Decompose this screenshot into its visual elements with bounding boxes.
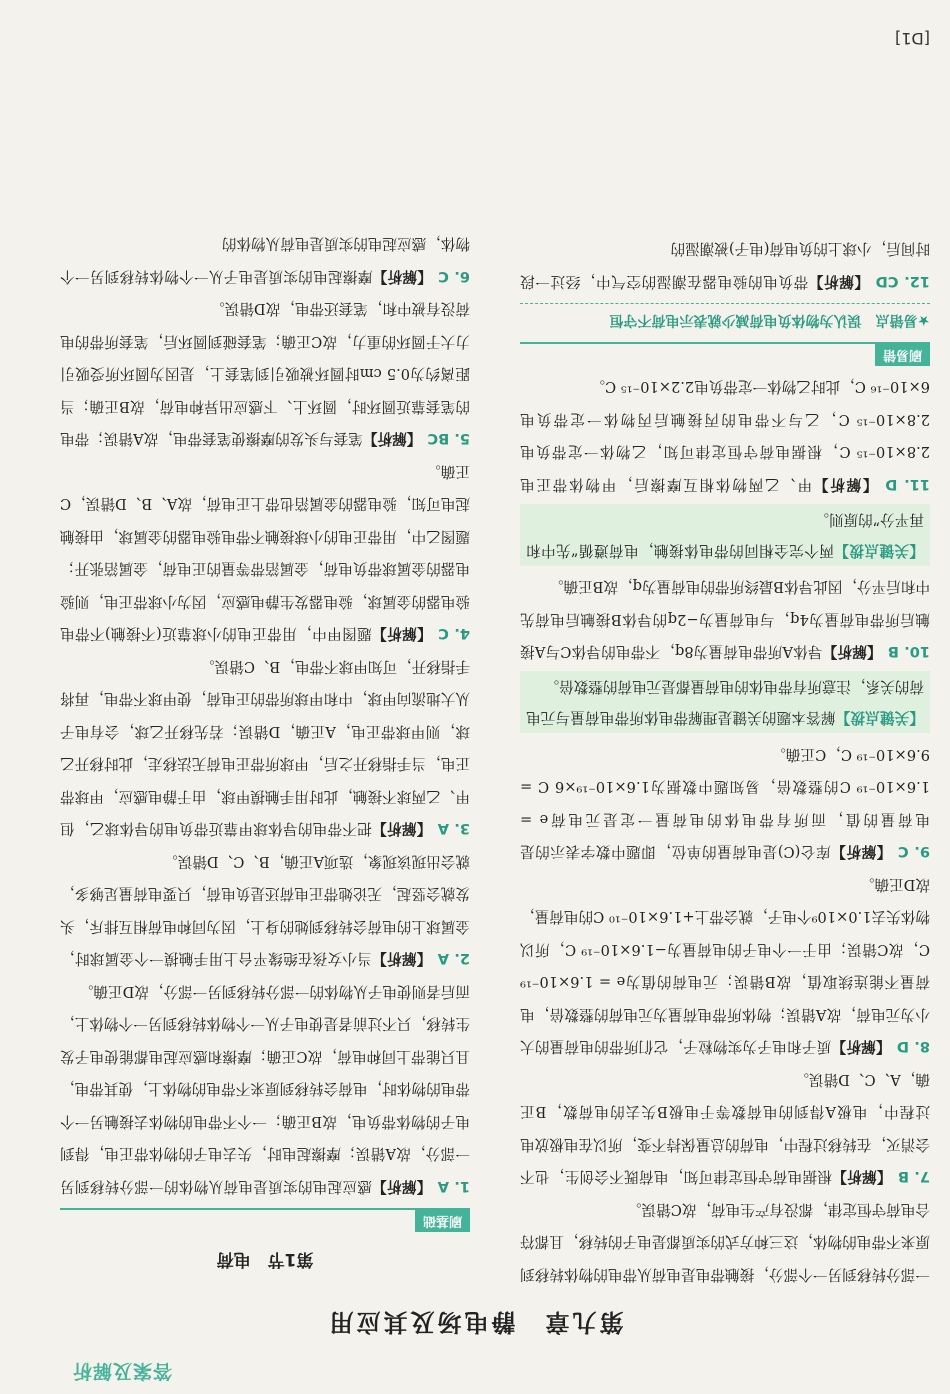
analysis-label: 【解析】 [832, 1168, 892, 1186]
answer-6 [60, 227, 470, 292]
answer-number: 11. D [885, 476, 930, 493]
answer-text: 感应起电的实质是电荷从物体的一部分转移到另一部分，故A错误；摩擦起电时，失去电子的物体带正电，得到电子的物体带负电，故B正确；一个不带电的物体去接触另一个带电的物体时，电荷会转移到原来不带电的物体上，使其带电，且只能带上同种电荷，故C正确；摩擦和感应起电都能使电子发生转移，只不过前者是使电子从一个物体转移到另一个物体上，而后者则使电子从物体的一部分转移到另一部分，故D正确。 [60, 983, 470, 1195]
answer-text: 导体A所带电荷量为8q，不带电的导体C与A接触后所带电荷量为4q，与电荷量为−2q的导体B接触后电荷先中和后平分，因此导体B最终所带的电荷量为q，故B正确。 [520, 578, 930, 661]
answer-text: 把不带电的导体球甲靠近带负电的导体球乙，但甲、乙两球不接触，此时用手触摸甲球，由于静电感应，甲球带正电，当手指移开之后，甲球所带正电荷无法移走，此时移开乙球，则甲球带正电，A正确，D错误；若先移开乙球，会有电子从大地流向甲球，中和甲球所带的正电荷，使甲球不带电，再将手指移开，可知甲球不带电，B、C错误。 [60, 658, 470, 838]
analysis-label: 【解析】 [371, 625, 433, 643]
answer-6-continued: 一部分转移到另一个部分，接触带电是电荷从带电的物体转移到原来不带电的物体，这三种方式的实质都是电子的转移，且都符合电荷守恒定律，都没有产生电荷，故C错误。 [520, 1201, 930, 1283]
basic-tag: 刷基础 [415, 1208, 470, 1232]
answer-text: 摩擦起电的实质是电子从一个物体转移到另一个物体，感应起电的实质是电荷从物体的 [60, 235, 470, 285]
answer-number: 5. BC [427, 430, 470, 448]
answer-7 [520, 1063, 930, 1193]
analysis-label: 【解析】 [808, 273, 870, 290]
answer-2 [60, 845, 470, 975]
analysis-label: 【解析】 [371, 950, 432, 968]
analysis-label: 【解析】 [822, 643, 882, 661]
answer-text: 根据电荷守恒定律可知，电荷既不会创生，也不会消灭，在转移过程中，电荷的总量保持不变，所以在电极放电过程中，电极A得到的电荷数等于电极B失去的电荷数，B正确，A、C、D错误。 [520, 1071, 930, 1186]
left-column [520, 232, 930, 1290]
answer-text: 笔套与头发的摩擦使笔套带电，故A错误；带电的笔套靠近圆环时，圆环上、下感应出异种电荷，故B正确；当距离约为0.5 cm时圆环被吸引到笔套上，是因为圆环所受吸引力大于圆环的重力，故C正确；笔套碰到圆环后，笔套所带的电荷没有被中和，笔套还带电，故D错误。 [60, 300, 470, 448]
right-column [60, 227, 470, 1274]
mistake-note [520, 303, 930, 336]
answer-number: 12. CD [875, 273, 930, 290]
answer-8 [520, 868, 930, 1063]
answer-number: 8. D [896, 1038, 930, 1056]
analysis-label: 【解析】 [371, 1178, 432, 1195]
answer-number: 4. C [438, 625, 470, 643]
answer-5 [60, 292, 470, 455]
answer-number: 6. C [438, 268, 470, 285]
analysis-label: 【解析】 [830, 843, 892, 861]
answer-3 [60, 650, 470, 845]
key-tip-text: 两个完全相同的带电体接触，电荷遵循“先中和再平分”的原则。 [526, 511, 924, 559]
key-tip-text: 解答本题的关键是理解带电体所带电荷量与元电荷的关系，注意所有带电体的电荷量都是元电荷的整数倍。 [526, 678, 924, 727]
basic-divider [60, 1208, 470, 1236]
analysis-label: 【解析】 [362, 430, 422, 448]
mistake-text: 误认为物体负电荷减少就表示电荷不守恒 [609, 312, 862, 328]
analysis-label: 【解析】 [831, 1038, 891, 1056]
answer-4 [60, 455, 470, 650]
answer-number: 2. A [437, 950, 470, 968]
answer-text: 带负电的验电器在潮湿的空气中，经过一段时间后，小球上的负电荷(电子)被潮湿的 [520, 240, 930, 290]
mistake-label: ★易错点 [875, 312, 930, 328]
mistake-tag: 刷易错 [875, 342, 930, 366]
answer-11 [520, 370, 930, 500]
answer-12 [520, 232, 930, 297]
key-tip-label: 【关键点拨】 [833, 542, 924, 559]
answer-number: 1. A [437, 1178, 470, 1195]
answer-10 [520, 570, 930, 668]
section-title: 第1节 电荷 [216, 1249, 314, 1269]
analysis-label: 【解析】 [371, 820, 432, 838]
answer-number: 10. B [887, 643, 930, 661]
answer-9 [520, 738, 930, 868]
mistake-divider [520, 342, 930, 370]
answer-number: 7. B [897, 1168, 930, 1186]
chapter-title: 第九章 静电场及其应用 [326, 1308, 624, 1336]
analysis-label: 【解析】 [372, 268, 433, 285]
answer-text: 质子和电子为实物粒子，它们所带的电荷量的大小为元电荷，故A错误；物体所带电荷量为元电荷的整数倍，电荷量不能连续取值，故B错误；元电荷的值为e = 1.6×10⁻¹⁹ C，故C错误；由于一个电子的电荷量为−1.6×10⁻¹⁹ C，所以物体失去1.0×10⁹个电子，就会带上+1.6×10⁻¹⁰ C的电荷量，故D正确。 [520, 876, 930, 1056]
key-tip-label: 【关键点拨】 [835, 709, 924, 727]
answer-text: 甲、乙两物体相互摩擦后，甲物体带正电2.8×10⁻¹⁵ C，根据电荷守恒定律可知，乙物体一定带负电2.8×10⁻¹⁵ C，乙与不带电的丙接触后丙物体一定带负电6×10⁻¹⁶ C，此时乙物体一定带负电2.2×10⁻¹⁵ C。 [520, 378, 930, 493]
page-number: [D1] [895, 29, 930, 48]
answer-number: 3. A [437, 820, 470, 838]
answer-number: 9. C [897, 843, 930, 861]
answer-text: 题图甲中，用带正电的小球靠近(不接触)不带电验电器的金属球，验电器发生静电感应，因为小球带正电，则验电器的金属球带负电荷，金属箔带等量的正电荷，金属箔张开；题图乙中，用带正电的小球接触不带电验电器的金属球，由接触起电可知，验电器的金属箔也带上正电荷，故A、B、D错误，C正确。 [60, 463, 470, 643]
answer-key-label: 答案及解析 [71, 1360, 172, 1382]
answer-text: 当小女孩在绝缘平台上用手触摸一个金属球时，金属球上的电荷会转移到她的身上，因为同种电荷相互排斥，头发就会竖起，无论她带正电荷还是负电荷，只要电荷量足够多，就会出现该现象，选项A正确，B、C、D错误。 [60, 853, 470, 968]
analysis-label: 【解析】 [812, 476, 880, 493]
answer-text: 库仑(C)是电荷量的单位，即题中数字表示的是电荷量的值，而所有带电体的电荷量一定是元电荷e = 1.6×10⁻¹⁹ C的整数倍，易知题中数据为1.6×10⁻¹⁹×6 C = 9.6×10⁻¹⁹ C，C正确。 [520, 746, 930, 861]
answer-1 [60, 975, 470, 1203]
key-tip-10 [520, 504, 930, 566]
key-tip-9 [520, 672, 930, 734]
